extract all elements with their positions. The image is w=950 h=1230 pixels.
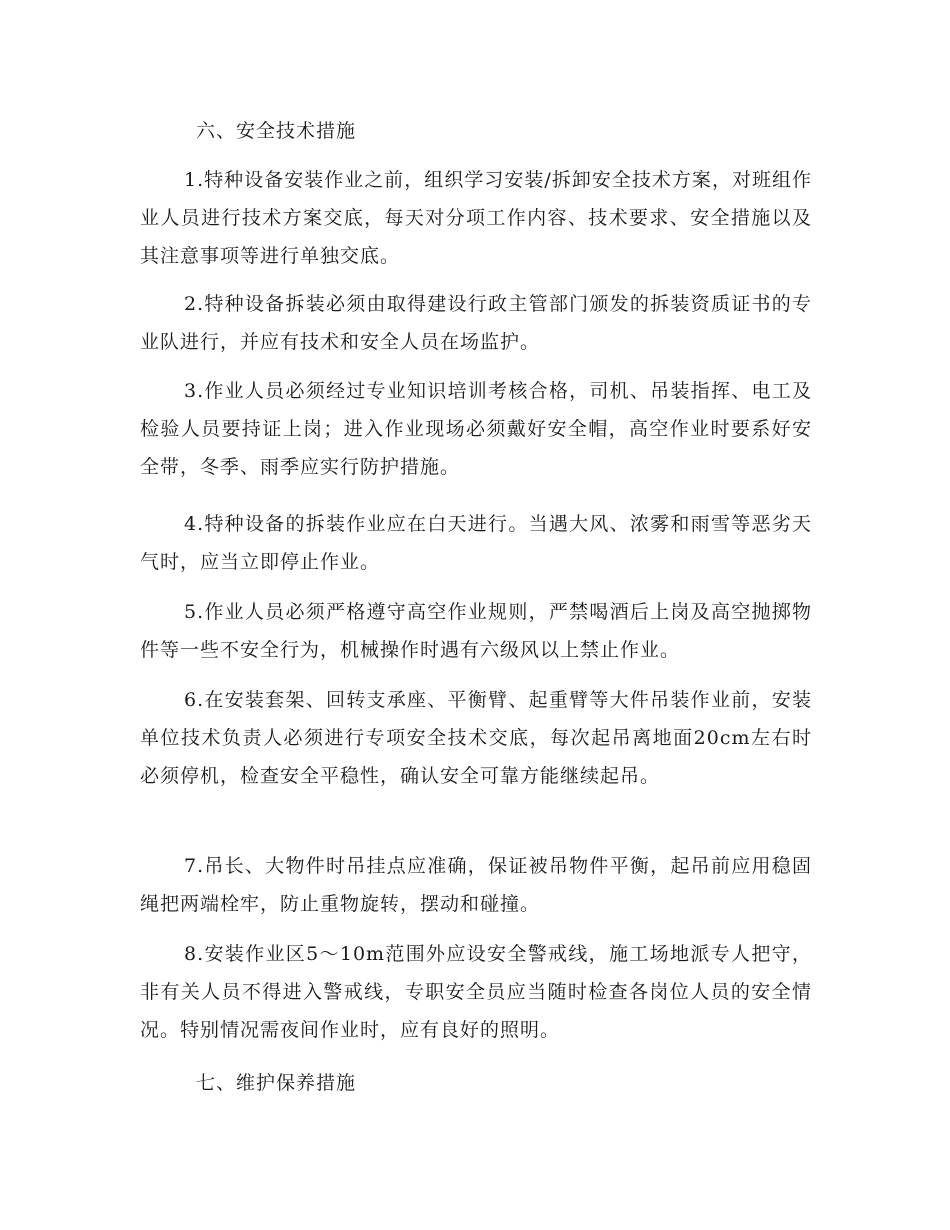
paragraph-item-6: 6.在安装套架、回转支承座、平衡臂、起重臂等大件吊装作业前，安装单位技术负责人必须进行专项安全技术交底，每次起吊离地面20cm左右时必须停机，检查安全平稳性，确认安全可靠方能继续起吊。	[140, 689, 812, 787]
paragraph-item-1: 1.特种设备安装作业之前，组织学习安装/拆卸安全技术方案，对班组作业人员进行技术方案交底，每天对分项工作内容、技术要求、安全措施以及其注意事项等进行单独交底。	[140, 169, 812, 267]
paragraph-item-2: 2.特种设备拆装必须由取得建设行政主管部门颁发的拆装资质证书的专业队进行，并应有技术和安全人员在场监护。	[140, 293, 812, 353]
section-seven-heading: 七、维护保养措施	[196, 1072, 357, 1094]
paragraph-item-4: 4.特种设备的拆装作业应在白天进行。当遇大风、浓雾和雨雪等恶劣天气时，应当立即停止作业。	[140, 513, 812, 573]
paragraph-item-8: 8.安装作业区5～10m范围外应设安全警戒线，施工场地派专人把守，非有关人员不得进入警戒线，专职安全员应当随时检查各岗位人员的安全情况。特别情况需夜间作业时，应有良好的照明。	[140, 943, 812, 1041]
paragraph-item-3: 3.作业人员必须经过专业知识培训考核合格，司机、吊装指挥、电工及检验人员要持证上岗；进入作业现场必须戴好安全帽，高空作业时要系好安全带，冬季、雨季应实行防护措施。	[140, 380, 812, 478]
paragraph-item-7: 7.吊长、大物件时吊挂点应准确，保证被吊物件平衡，起吊前应用稳固绳把两端栓牢，防止重物旋转，摆动和碰撞。	[140, 855, 812, 915]
paragraph-item-5: 5.作业人员必须严格遵守高空作业规则，严禁喝酒后上岗及高空抛掷物件等一些不安全行为，机械操作时遇有六级风以上禁止作业。	[140, 601, 812, 661]
section-six-heading: 六、安全技术措施	[196, 120, 357, 142]
